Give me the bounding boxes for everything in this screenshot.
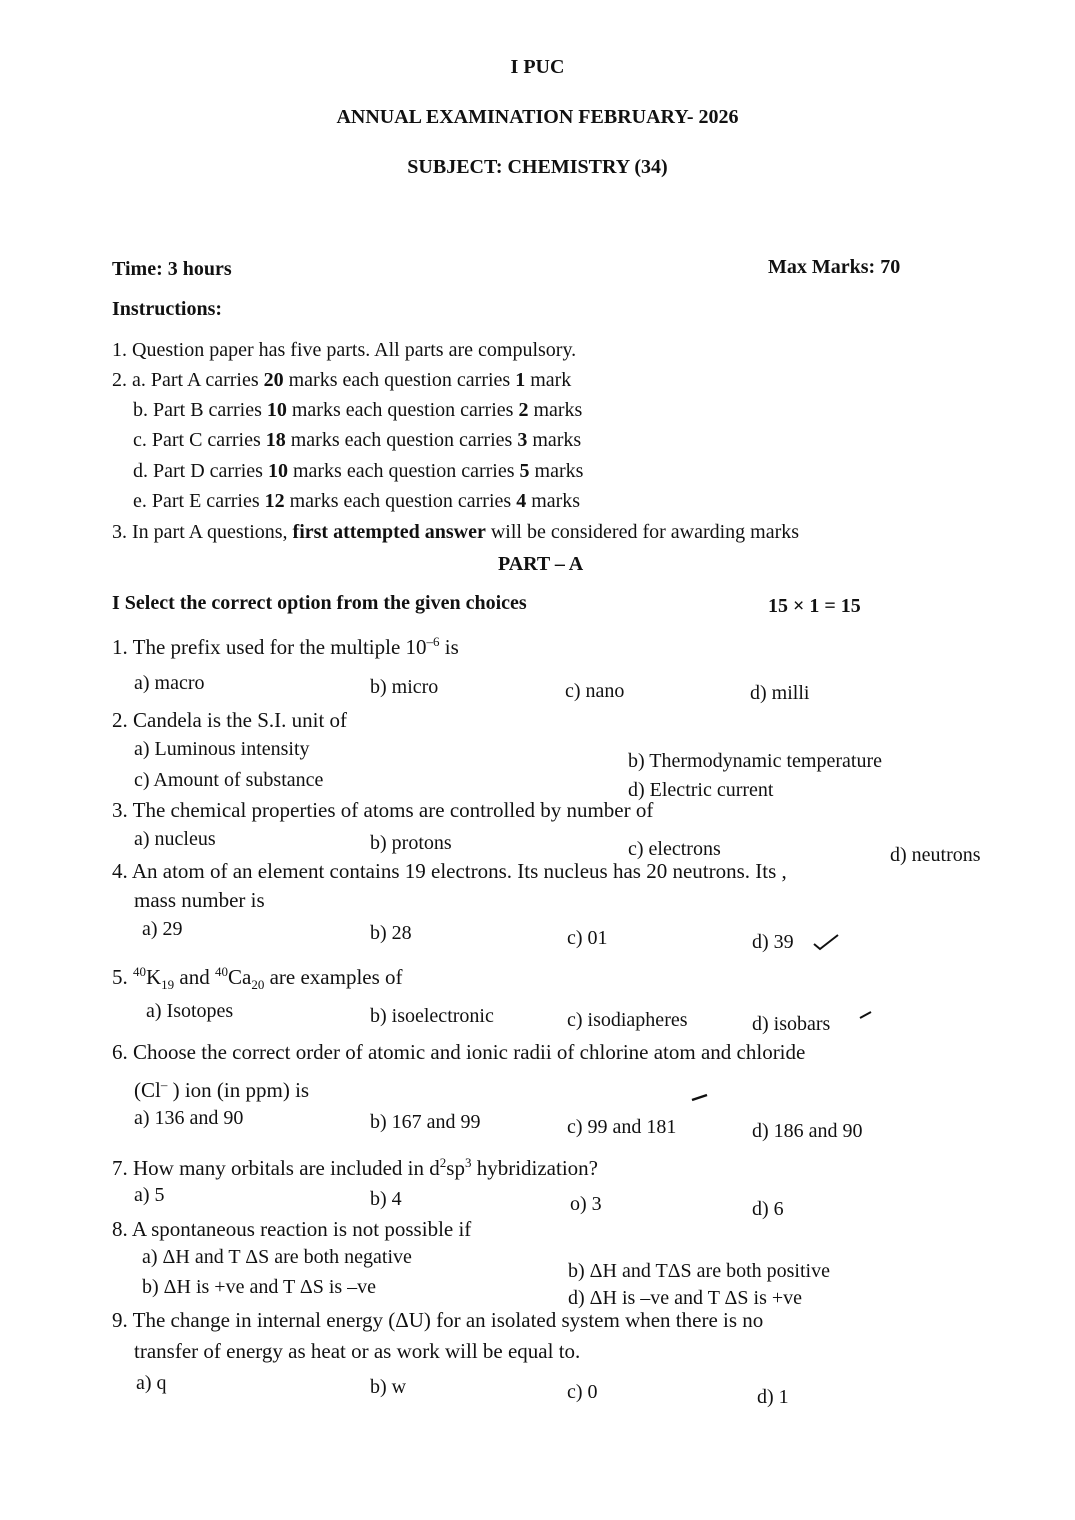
instruction-2c: c. Part C carries 18 marks each question carries 3 marks: [133, 429, 582, 451]
q3-option-c: c) electrons: [628, 838, 721, 860]
q8-option-c: b) ΔH is +ve and T ΔS is –ve: [142, 1276, 377, 1298]
q1-option-b: b) micro: [370, 676, 439, 698]
section-instruction: I Select the correct option from the given choices: [112, 592, 527, 614]
q4-option-c: c) 01: [567, 927, 608, 949]
q5-option-a: a) Isotopes: [146, 1000, 234, 1022]
q4-option-b: b) 28: [370, 922, 412, 944]
q6-option-a: a) 136 and 90: [134, 1107, 244, 1129]
q7-option-c: o) 3: [570, 1193, 602, 1215]
q7-option-b: b) 4: [370, 1188, 402, 1210]
question-2: 2. Candela is the S.I. unit of: [112, 708, 348, 732]
exam-title: ANNUAL EXAMINATION FEBRUARY- 2026: [336, 106, 739, 128]
question-5: 5. $^{40}K_{19}$ and $^{40}Ca_{20}$ are examples of: [112, 964, 403, 993]
q4-option-a: a) 29: [142, 918, 183, 940]
q4-option-d: d) 39: [752, 931, 794, 953]
question-8: 8. A spontaneous reaction is not possible if: [112, 1217, 472, 1241]
q8-option-a: a) ΔH and T ΔS are both negative: [142, 1246, 412, 1268]
question-4-line-2: mass number is: [134, 888, 265, 912]
instruction-2e: e. Part E carries 12 marks each question carries 4 marks: [133, 490, 581, 512]
section-marks: 15 × 1 = 15: [768, 595, 861, 617]
q2-option-c: c) Amount of substance: [134, 769, 324, 791]
q5-option-c: c) isodiapheres: [567, 1009, 688, 1031]
question-6-line-1: 6. Choose the correct order of atomic and ionic radii of chlorine atom and chloride: [112, 1040, 806, 1064]
stray-mark-icon: [690, 1092, 710, 1102]
max-marks-label: Max Marks: 70: [768, 256, 901, 278]
question-9-line-2: transfer of energy as heat or as work will be equal to.: [134, 1339, 581, 1363]
time-label: Time: 3 hours: [112, 258, 232, 280]
question-1: 1. The prefix used for the multiple $10^{-6}$ is: [112, 634, 459, 659]
instructions-heading: Instructions:: [112, 298, 223, 320]
instruction-2b: b. Part B carries 10 marks each question carries 2 marks: [133, 399, 583, 421]
q9-option-d: d) 1: [757, 1386, 789, 1408]
dash-mark-icon: [858, 1010, 874, 1020]
q3-option-b: b) protons: [370, 832, 452, 854]
q8-option-b: b) ΔH and TΔS are both positive: [568, 1260, 830, 1282]
question-3: 3. The chemical properties of atoms are controlled by number of: [112, 798, 654, 822]
q5-option-b: b) isoelectronic: [370, 1005, 494, 1027]
q2-option-a: a) Luminous intensity: [134, 738, 310, 760]
q6-option-b: b) 167 and 99: [370, 1111, 481, 1133]
question-9-line-1: 9. The change in internal energy (ΔU) for an isolated system when there is no: [112, 1308, 764, 1332]
q7-option-d: d) 6: [752, 1198, 784, 1220]
instruction-1: 1. Question paper has five parts. All parts are compulsory.: [112, 339, 577, 361]
q5-option-d: d) isobars: [752, 1013, 831, 1035]
part-a-title: PART – A: [498, 553, 584, 575]
q8-option-d: d) ΔH is –ve and T ΔS is +ve: [568, 1287, 803, 1309]
instruction-2d: d. Part D carries 10 marks each question carries 5 marks: [133, 460, 584, 482]
q1-option-c: c) nano: [565, 680, 625, 702]
q9-option-b: b) w: [370, 1376, 407, 1398]
question-6-line-2: (Cl– ) ion (in ppm) is: [134, 1077, 310, 1102]
question-4-line-1: 4. An atom of an element contains 19 electrons. Its nucleus has 20 neutrons. Its ,: [112, 859, 787, 883]
question-7: 7. How many orbitals are included in $d^2sp^3$ hybridization?: [112, 1155, 598, 1180]
q6-option-d: d) 186 and 90: [752, 1120, 863, 1142]
class-title: I PUC: [510, 56, 565, 78]
q3-option-a: a) nucleus: [134, 828, 216, 850]
q2-option-b: b) Thermodynamic temperature: [628, 750, 882, 772]
instruction-3: 3. In part A questions, first attempted answer will be considered for awarding marks: [112, 521, 800, 543]
q6-option-c: c) 99 and 181: [567, 1116, 677, 1138]
q9-option-a: a) q: [136, 1372, 167, 1394]
q1-option-d: d) milli: [750, 682, 810, 704]
subject-title: SUBJECT: CHEMISTRY (34): [407, 156, 668, 178]
q3-option-d: d) neutrons: [890, 844, 981, 866]
q9-option-c: c) 0: [567, 1381, 598, 1403]
q2-option-d: d) Electric current: [628, 779, 774, 801]
q1-option-a: a) macro: [134, 672, 205, 694]
tick-mark-icon: [812, 932, 840, 952]
q7-option-a: a) 5: [134, 1184, 165, 1206]
instruction-2a: 2. a. Part A carries 20 marks each question carries 1 mark: [112, 369, 572, 391]
